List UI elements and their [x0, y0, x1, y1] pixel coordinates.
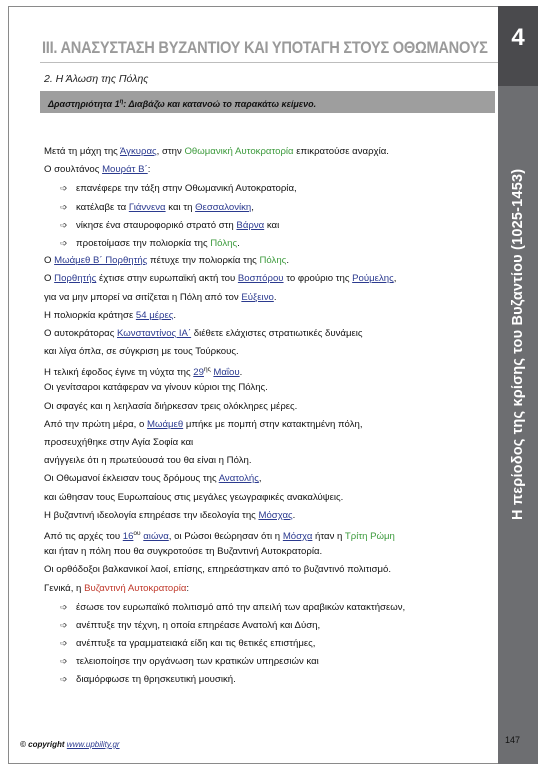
text-line: [44, 525, 484, 543]
text-segment: Από την πρώτη μέρα, ο: [44, 418, 147, 430]
text-segment: νίκησε ένα σταυροφορικό στρατό στη: [76, 219, 237, 231]
text-segment: το φρούριο της: [283, 273, 353, 285]
text-segment: έσωσε τον ευρωπαϊκό πολιτισμό από την απειλή των αραβικών κατακτήσεων,: [76, 601, 406, 613]
arrow-bullet-icon: ➩: [60, 219, 68, 230]
text-segment: ,: [251, 201, 254, 213]
text-line: [44, 343, 484, 361]
text-segment: , οι Ρώσοι θεώρησαν ότι η: [168, 531, 283, 543]
term-link[interactable]: Θεσσαλονίκη: [195, 201, 252, 213]
term-link[interactable]: Μουράτ Β΄: [102, 164, 148, 176]
side-title: Η περίοδος της κρίσης του Βυζαντίου (1025-1453): [510, 168, 526, 520]
term-link[interactable]: αιώνα: [143, 531, 169, 543]
footer: [20, 740, 120, 749]
term-link[interactable]: Μαΐου: [213, 367, 240, 379]
text-segment: κατέλαβε τα: [76, 201, 129, 213]
text-segment: και ώθησαν τους Ευρωπαίους στις μεγάλες γεωγραφικές ανακαλύψεις.: [44, 491, 344, 503]
text-segment: ,: [393, 273, 397, 285]
term-link[interactable]: Κωνσταντίνος ΙΑ΄: [117, 327, 192, 339]
text-line: [44, 270, 484, 288]
text-line: [44, 543, 484, 561]
text-line: [44, 143, 484, 161]
text-segment: .: [239, 367, 243, 379]
text-segment: .: [237, 237, 240, 249]
text-line: [44, 361, 484, 379]
arrow-bullet-icon: ➩: [60, 237, 68, 248]
text-segment: ανήγγειλε ότι η πρωτεύουσά του θα είναι η Πόλη.: [44, 455, 252, 467]
text-segment: .: [286, 255, 289, 267]
text-segment: επανέφερε την τάξη στην Οθωμανική Αυτοκρατορία,: [76, 183, 297, 195]
copyright-text: © copyright: [20, 740, 65, 749]
text-segment: διαμόρφωσε τη θρησκευτική μουσική.: [76, 674, 236, 686]
term-link[interactable]: 54 μέρες: [135, 309, 174, 321]
text-segment: .: [273, 291, 277, 303]
bullet-item: [44, 179, 484, 197]
text-segment: και: [264, 219, 280, 231]
body-text: [44, 143, 484, 689]
bullet-item: [44, 652, 484, 670]
text-segment: επικρατούσε αναρχία.: [293, 146, 389, 157]
chapter-number: 4: [498, 6, 538, 86]
text-line: [44, 398, 484, 416]
term-link[interactable]: Άγκυρας: [119, 146, 157, 157]
text-segment: Ο: [44, 273, 55, 285]
text-segment: Ο: [44, 255, 55, 267]
text-line: [44, 161, 484, 179]
text-line: [44, 561, 484, 579]
text-segment: Γενικά, η: [44, 582, 85, 594]
text-segment: Η τελική έφοδος έγινε τη νύχτα της: [44, 367, 194, 379]
text-segment: τελειοποίησε την οργάνωση των κρατικών υπηρεσιών και: [76, 656, 319, 668]
term-link[interactable]: Εύξεινο: [241, 291, 274, 303]
highlight-term: Πόλης: [210, 237, 238, 249]
title-divider: [40, 62, 498, 63]
term-link[interactable]: Ανατολής: [218, 473, 259, 485]
activity-text: : Διαβάζω και κατανοώ το παρακάτω κείμενο.: [123, 99, 317, 109]
text-segment: .: [173, 309, 177, 321]
term-link[interactable]: Μόσχας: [258, 509, 293, 521]
text-segment: Οι σφαγές και η λεηλασία διήρκεσαν τρεις ολόκληρες μέρες.: [44, 400, 298, 412]
text-line: [44, 470, 484, 488]
text-segment: μπήκε με πομπή στην κατακτημένη πόλη,: [183, 418, 363, 430]
bullet-item: [44, 670, 484, 688]
text-segment: .: [292, 509, 296, 521]
arrow-bullet-icon: ➩: [60, 674, 68, 685]
text-line: [44, 416, 484, 434]
arrow-bullet-icon: ➩: [60, 619, 68, 630]
text-segment: για να μην μπορεί να σιτίζεται η Πόλη από τον: [44, 291, 242, 303]
text-segment: Μετά τη μάχη της: [44, 146, 120, 157]
bullet-item: [44, 634, 484, 652]
text-segment: Από τις αρχές του: [44, 531, 123, 543]
section-subtitle: 2. Η Άλωση της Πόλης: [44, 73, 149, 85]
text-line: [44, 252, 484, 270]
bullet-item: [44, 216, 484, 234]
highlight-term: Βυζαντινή Αυτοκρατορία: [84, 582, 187, 594]
bullet-item: [44, 234, 484, 252]
text-segment: Η πολιορκία κράτησε: [44, 309, 136, 321]
text-line: [44, 434, 484, 452]
text-line: [44, 452, 484, 470]
term-link[interactable]: 29: [193, 367, 204, 379]
highlight-term: Οθωμανική Αυτοκρατορία: [184, 146, 294, 157]
text-segment: ,: [258, 473, 262, 485]
text-segment: Οι ορθόδοξοι βαλκανικοί λαοί, επίσης, επηρεάστηκαν από το βυζαντινό πολιτισμό.: [44, 564, 392, 576]
ordinal-suffix: ης: [203, 366, 211, 374]
bullet-item: [44, 198, 484, 216]
text-line: [44, 325, 484, 343]
page-number: 147: [505, 735, 521, 745]
text-line: [44, 489, 484, 507]
term-link[interactable]: Γιάννενα: [128, 201, 166, 213]
text-segment: ήταν η: [312, 531, 345, 543]
text-segment: και τη: [165, 201, 196, 213]
text-line: [44, 289, 484, 307]
text-segment: ανέπτυξε τα γραμματειακά είδη και τις θετικές επιστήμες,: [76, 638, 316, 650]
activity-label-sup: η: [119, 99, 124, 105]
arrow-bullet-icon: ➩: [60, 638, 68, 649]
highlight-term: Τρίτη Ρώμη: [344, 531, 395, 543]
text-segment: , στην: [156, 146, 185, 157]
text-segment: και λίγα όπλα, σε σύγκριση με τους Τούρκους.: [44, 346, 239, 358]
bullet-item: [44, 616, 484, 634]
text-segment: Οι γενίτσαροι κατάφεραν να γίνουν κύριοι της Πόλης.: [44, 382, 268, 394]
text-segment: προετοίμασε την πολιορκία της: [76, 237, 211, 249]
term-link[interactable]: Μωάμεθ Β΄ Πορθητής: [54, 255, 148, 267]
arrow-bullet-icon: ➩: [60, 201, 68, 212]
highlight-term: Πόλης: [259, 255, 287, 267]
footer-link[interactable]: www.upbility.gr: [66, 740, 120, 749]
text-segment: Η βυζαντινή ιδεολογία επηρέασε την ιδεολογία της: [44, 509, 259, 521]
ordinal-suffix: ου: [133, 529, 141, 537]
arrow-bullet-icon: ➩: [60, 183, 68, 194]
text-line: [44, 580, 484, 598]
text-line: [44, 379, 484, 397]
term-link[interactable]: 16: [122, 531, 134, 543]
text-segment: πέτυχε την πολιορκία της: [147, 255, 260, 267]
arrow-bullet-icon: ➩: [60, 601, 68, 612]
page-title: ΙΙΙ. ΑΝΑΣΥΣΤΑΣΗ ΒΥΖΑΝΤΙΟΥ ΚΑΙ ΥΠΟΤΑΓΗ ΣΤΟΥΣ ΟΘΩΜΑΝΟΥΣ: [42, 38, 488, 57]
text-segment: :: [147, 164, 151, 176]
text-segment: ανέπτυξε την τέχνη, η οποία επηρέασε Ανατολή και Δύση,: [76, 619, 321, 631]
term-link[interactable]: Ρούμελης: [352, 273, 394, 285]
term-link[interactable]: Μωάμεθ: [146, 418, 184, 430]
text-segment: προσευχήθηκε στην Αγία Σοφία και: [44, 437, 194, 448]
term-link[interactable]: Βάρνα: [236, 219, 265, 231]
text-segment: Ο αυτοκράτορας: [44, 327, 117, 339]
text-segment: έχτισε στην ευρωπαϊκή ακτή του: [96, 273, 238, 285]
text-segment: Οι Οθωμανοί έκλεισαν τους δρόμους της: [44, 473, 219, 485]
activity-banner: [40, 91, 495, 113]
activity-label: Δραστηριότητα 1: [48, 99, 120, 109]
term-link[interactable]: Μόσχα: [282, 531, 313, 543]
term-link[interactable]: Βοσπόρου: [237, 273, 284, 285]
text-segment: :: [186, 582, 190, 594]
text-line: [44, 507, 484, 525]
text-segment: Ο σουλτάνος: [44, 164, 103, 176]
text-segment: και ήταν η πόλη που θα συγκροτούσε τη Βυζαντινή Αυτοκρατορία.: [44, 546, 323, 558]
term-link[interactable]: Πορθητής: [54, 273, 97, 285]
bullet-item: [44, 598, 484, 616]
text-line: [44, 307, 484, 325]
arrow-bullet-icon: ➩: [60, 656, 68, 667]
text-segment: διέθετε ελάχιστες στρατιωτικές δυνάμεις: [191, 327, 363, 339]
